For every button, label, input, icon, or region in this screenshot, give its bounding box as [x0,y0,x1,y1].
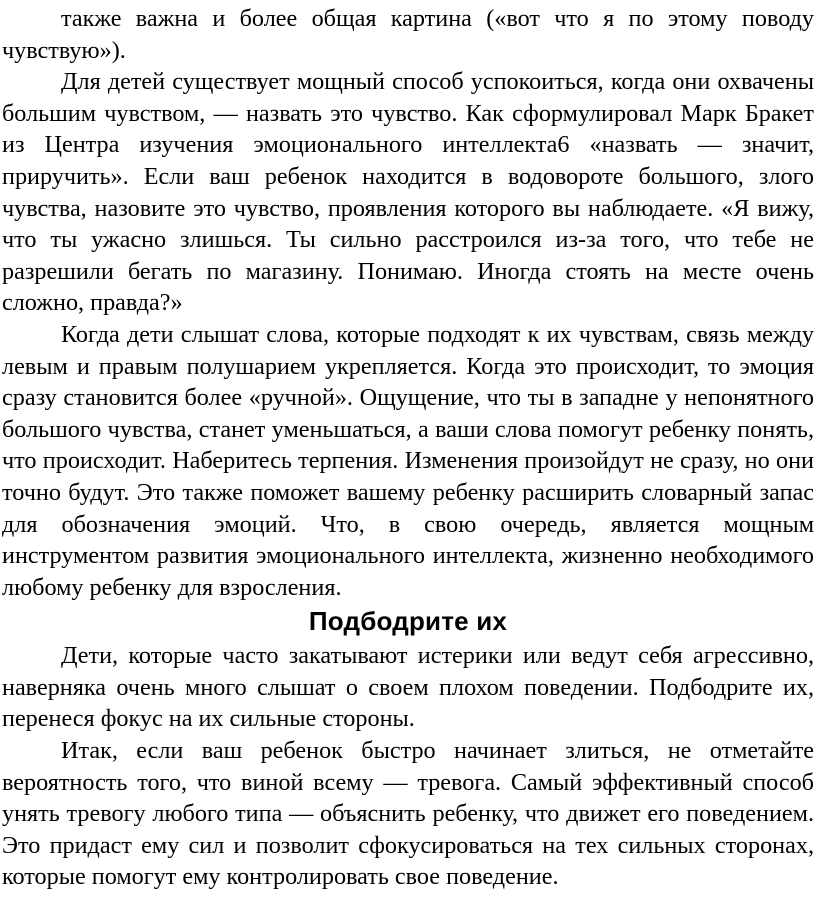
section-heading: Подбодрите их [308,606,508,637]
paragraph-encourage: Дети, которые часто закатывают истерики или ведут себя агрессивно, наверняка очень много слышат о своем плохом поведении. Подбодрите их, перенеся фокус на их сильные стороны. [2,642,814,733]
paragraph-hemispheres: Когда дети слышат слова, которые подходят к их чувствам, связь между левым и правым полушарием укрепляется. Когда это происходит, то эмоция сразу становится более «ручной». Ощущение, что ты в западне у непонятного большого чувства, станет уменьшаться, а ваши слова помогут ребенку понять, что происходит. Наберитесь терпения. Изменения произойдут не сразу, но они точно будут. Это также поможет вашему ребенку расширить словарный запас для обозначения эмоций. Что, в свою очередь, является мощным инструментом развития эмоционального интеллекта, жизненно необходимого любому ребенку для взросления. [2,320,814,601]
paragraph-continuation: также важна и более общая картина («вот что я по этому поводу чувствую»). [2,5,814,64]
paragraph-anxiety: Итак, если ваш ребенок быстро начинает злиться, не отметайте вероятность того, что виной всему — тревога. Самый эффективный способ унять тревогу любого типа — объяснить ребенку, что движет его поведением. Это придаст ему сил и позволит сфокусироваться на тех сильных сторонах, которые помогут ему контролировать свое поведение. [2,737,814,891]
paragraph-naming-feelings: Для детей существует мощный способ успокоиться, когда они охвачены большим чувством, — назвать это чувство. Как сформулировал Марк Бракет из Центра изучения эмоционального интеллекта6 «назвать — значит, приручить». Если ваш ребенок находится в водовороте большого, злого чувства, назовите это чувство, проявления которого вы наблюдаете. «Я вижу, что ты ужасно злишься. Ты сильно расстроился из-за того, что тебе не разрешили бегать по магазину. Понимаю. Иногда стоять на месте очень сложно, правда?» [2,68,814,317]
